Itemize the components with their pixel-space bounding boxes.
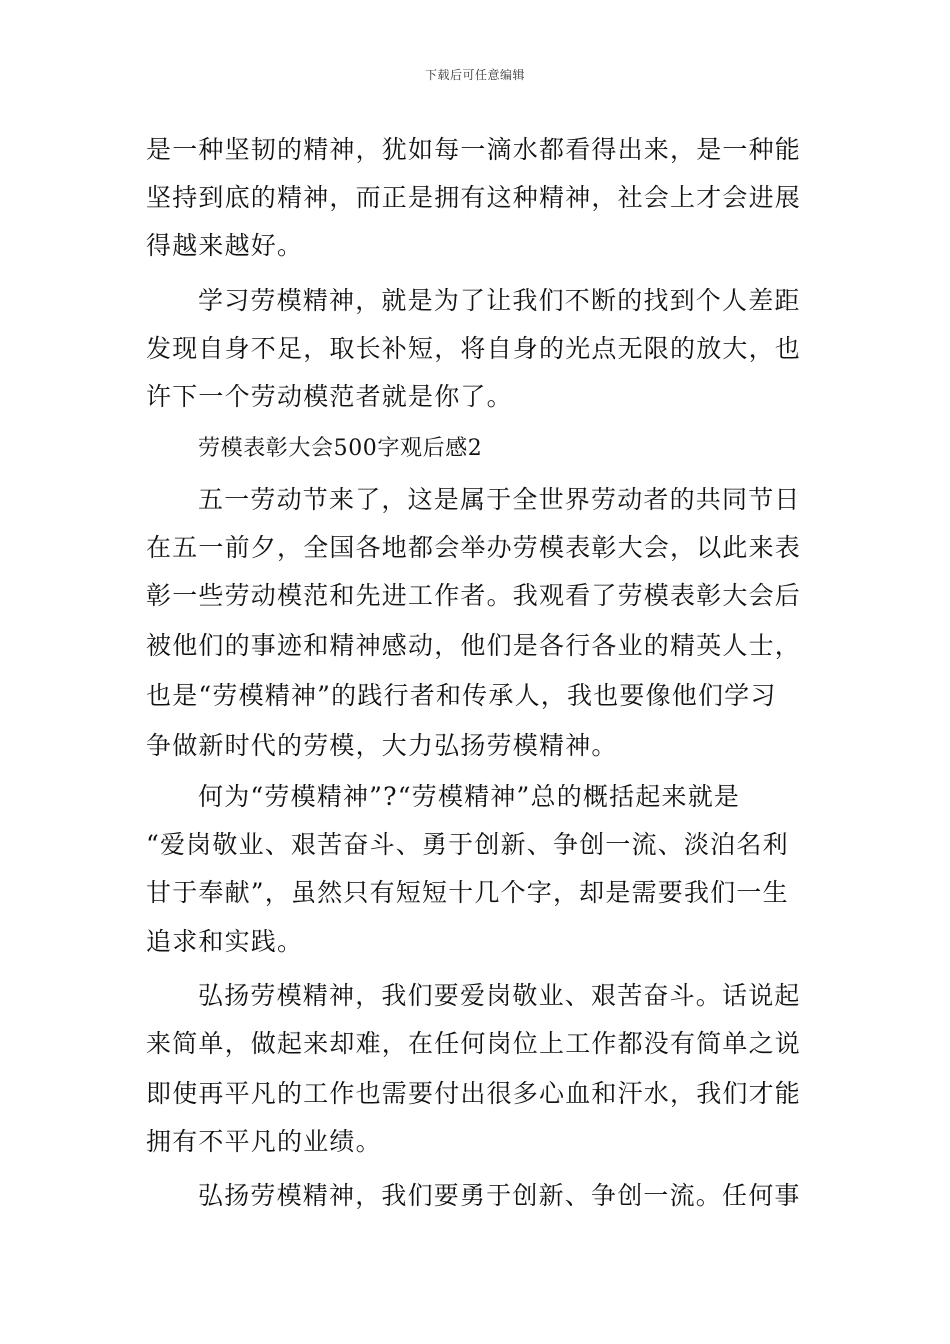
text-line: 坚持到底的精神，而正是拥有这种精神，社会上才会进展 bbox=[146, 183, 802, 212]
text-line: 被他们的事迹和精神感动，他们是各行各业的精英人士， bbox=[146, 631, 802, 660]
section-title: 劳模表彰大会500字观后感2 bbox=[198, 436, 483, 461]
text-line: 五一劳动节来了，这是属于全世界劳动者的共同节日 bbox=[198, 485, 801, 514]
text-line: 也是“劳模精神”的践行者和传承人，我也要像他们学习 bbox=[146, 681, 777, 710]
text-line: 即使再平凡的工作也需要付出很多心血和汗水，我们才能 bbox=[146, 1079, 802, 1108]
text-line: 许下一个劳动模范者就是你了。 bbox=[146, 382, 513, 411]
text-line: 拥有不平凡的业绩。 bbox=[146, 1127, 382, 1156]
text-line: “爱岗敬业、艰苦奋斗、勇于创新、争创一流、淡泊名利 bbox=[146, 830, 789, 859]
text-line: 追求和实践。 bbox=[146, 927, 304, 956]
text-line: 何为“劳模精神”?“劳模精神”总的概括起来就是 bbox=[198, 782, 741, 811]
text-line: 学习劳模精神，就是为了让我们不断的找到个人差距 bbox=[198, 286, 801, 315]
text-line: 在五一前夕，全国各地都会举办劳模表彰大会，以此来表 bbox=[146, 533, 802, 562]
text-line: 得越来越好。 bbox=[146, 231, 304, 260]
text-line: 发现自身不足，取长补短，将自身的光点无限的放大，也 bbox=[146, 334, 802, 363]
text-line: 甘于奉献”，虽然只有短短十几个字，却是需要我们一生 bbox=[146, 878, 789, 907]
text-line: 来简单，做起来却难，在任何岗位上工作都没有简单之说 bbox=[146, 1029, 802, 1058]
text-line: 彰一些劳动模范和先进工作者。我观看了劳模表彰大会后 bbox=[146, 581, 802, 610]
text-line: 争做新时代的劳模，大力弘扬劳模精神。 bbox=[146, 731, 618, 760]
page-header: 下载后可任意编辑 bbox=[424, 68, 525, 82]
text-line: 是一种坚韧的精神，犹如每一滴水都看得出来，是一种能 bbox=[146, 135, 802, 164]
text-line: 弘扬劳模精神，我们要勇于创新、争创一流。任何事 bbox=[198, 1181, 801, 1210]
text-line: 弘扬劳模精神，我们要爱岗敬业、艰苦奋斗。话说起 bbox=[198, 981, 801, 1010]
